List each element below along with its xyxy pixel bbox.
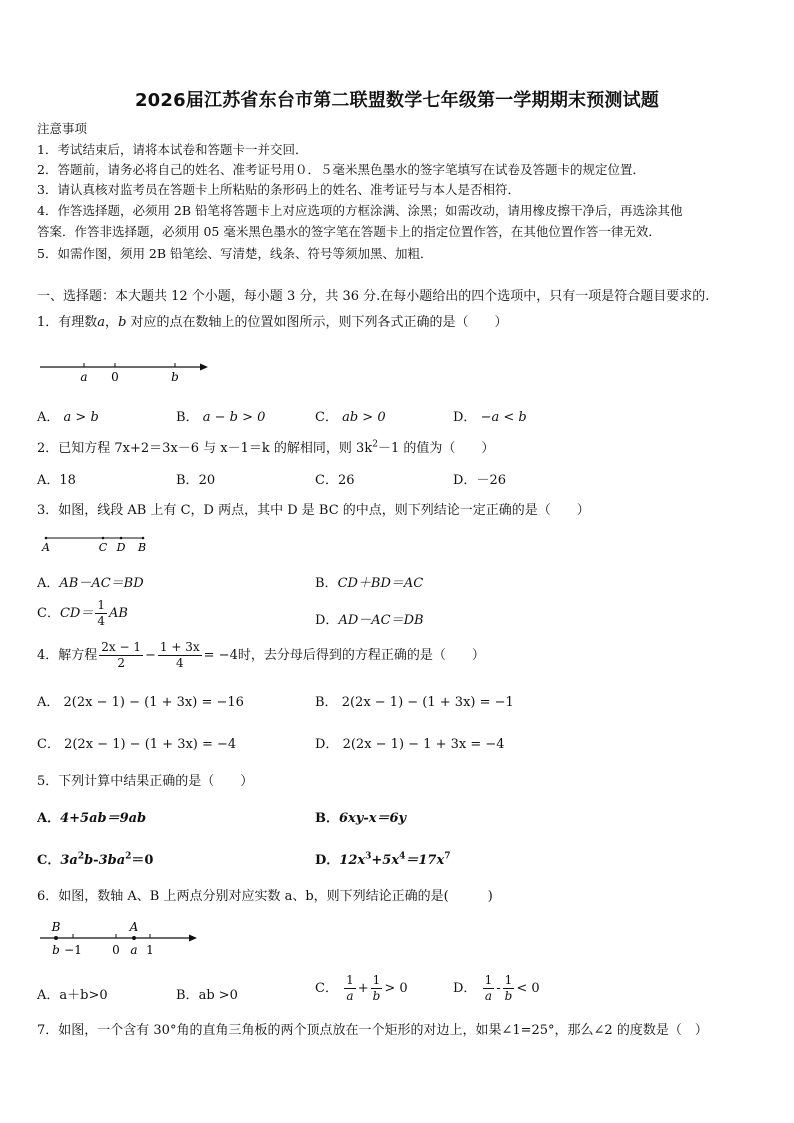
note-item-2: 2．答题前，请务必将自己的姓名、准考证号用０．５毫米黑色墨水的签字笔填写在试卷及答题卡的规定位置． <box>37 162 645 177</box>
q1-option-c-letter: C． <box>315 410 338 425</box>
q6-point-a <box>132 936 136 940</box>
q1-option-d-text: −a < b <box>480 410 527 425</box>
q4-option-c-text: 2(2x − 1) − (1 + 3x) = −4 <box>64 737 237 752</box>
q5-option-c-letter: C． <box>37 853 61 868</box>
q5-option-c-s2: 2 <box>125 851 132 862</box>
q6-option-c-op: + <box>357 981 369 996</box>
q6-option-d-n1: 1 <box>484 973 493 987</box>
q6-option-b <box>176 984 238 1003</box>
q6-option-d-d1: a <box>484 989 492 1003</box>
q3-label-b: B <box>137 541 147 554</box>
q4-option-a-letter: A． <box>37 695 60 710</box>
q3-option-c-den: 4 <box>97 614 105 628</box>
q3-option-d <box>315 609 424 628</box>
q1-option-d-letter: D． <box>453 410 477 425</box>
q3-segment-figure <box>38 534 158 554</box>
question-2-stem <box>37 437 494 456</box>
q2-option-d-text: －26 <box>476 473 506 488</box>
q6-option-c-frac-1 <box>344 973 356 1004</box>
q6-option-d-frac-1 <box>483 973 495 1004</box>
q5-option-b <box>315 807 406 826</box>
note-item-4: 4．作答选择题，必须用 2B 铅笔将答题卡上对应选项的方框涂满、涂黑；如需改动，请用橡皮擦干净后，再选涂其他 <box>37 203 683 218</box>
q2-option-c <box>315 469 355 488</box>
q5-option-c-t1: 3a <box>60 853 78 868</box>
q6-option-c-d1: a <box>346 989 354 1003</box>
q4-frac1-den: 2 <box>117 656 125 670</box>
q3-point-a <box>45 537 48 540</box>
notes-heading: 注意事项 <box>37 121 88 136</box>
q4-option-b <box>315 691 514 710</box>
q3-option-b <box>315 572 423 591</box>
q6-upper-label-b: B <box>51 920 61 934</box>
q1-option-b <box>176 406 265 425</box>
q6-option-c-n1: 1 <box>346 973 354 987</box>
q4-option-d-text: 2(2x − 1) − 1 + 3x = −4 <box>342 737 505 752</box>
q6-upper-label-a: A <box>129 920 139 934</box>
q6-lower-label-a: a <box>130 943 138 957</box>
page-title: 2026届江苏省东台市第二联盟数学七年级第一学期期末预测试题 <box>134 90 660 111</box>
q1-option-d <box>453 406 527 425</box>
q3-option-b-text: CD＋BD＝AC <box>337 576 424 591</box>
q4-fraction-2 <box>158 640 202 671</box>
q6-lower-label-1: 1 <box>146 943 154 957</box>
q5-option-c-s1: 2 <box>77 851 85 862</box>
q6-option-d <box>453 973 540 1004</box>
q4-option-b-text: 2(2x − 1) − (1 + 3x) = −1 <box>341 695 514 710</box>
q6-option-c-letter: C． <box>315 981 338 996</box>
q1-option-b-text: a − b > 0 <box>202 410 266 425</box>
q6-option-d-n2: 1 <box>504 973 513 987</box>
q1-option-a <box>37 406 99 425</box>
q4-option-d-letter: D． <box>315 737 339 752</box>
q3-option-a-letter: A． <box>37 576 60 591</box>
q2-option-c-text: 26 <box>337 473 355 488</box>
q6-point-b <box>54 936 58 940</box>
q4-frac2-den: 4 <box>175 656 184 670</box>
q2-stem-2: －1 的值为（ ） <box>377 441 495 456</box>
q5-option-d-s3: 7 <box>444 851 451 862</box>
question-7-stem: 7．如图，一个含有 30°角的直角三角板的两个顶点放在一个矩形的对边上，如果∠1=25°，那么∠2 的度数是（ ） <box>37 1023 708 1038</box>
q3-point-d <box>120 537 123 540</box>
q3-option-c-fraction <box>95 598 107 629</box>
q5-option-d <box>315 849 450 868</box>
q5-option-d-s1: 3 <box>365 851 372 862</box>
note-item-4-cont: 答案．作答非选择题，必须用 05 毫米黑色墨水的签字笔在答题卡上的指定位置作答，在其他位置作答一律无效． <box>37 224 661 239</box>
q1-option-c <box>315 406 386 425</box>
q2-sup: 2 <box>372 439 378 450</box>
q6-option-d-d2: b <box>504 989 513 1003</box>
q3-option-a <box>37 572 144 591</box>
q4-eq: = −4 <box>203 648 238 663</box>
note-item-5: 5．如需作图，须用 2B 铅笔绘、写清楚，线条、符号等须加黑、加粗． <box>37 246 433 261</box>
q3-point-c <box>102 537 105 540</box>
q1-var-b: b <box>118 315 127 330</box>
q5-option-a <box>37 807 146 826</box>
q6-axis-arrow <box>189 935 197 942</box>
q2-option-b <box>176 469 215 488</box>
q1-number-line <box>38 356 218 384</box>
q1-axis-arrow <box>200 364 208 371</box>
q6-option-c-frac-2 <box>371 973 383 1004</box>
q5-option-c-t2: b-3ba <box>84 853 126 868</box>
q4-option-a <box>37 691 244 710</box>
q3-option-a-text: AB－AC＝BD <box>59 576 144 591</box>
q4-option-d <box>315 733 505 752</box>
q4-stem-post: 时，去分母后得到的方程正确的是（ ） <box>237 648 485 663</box>
note-item-3: 3．请认真核对监考员在答题卡上所粘贴的条形码上的姓名、准考证号与本人是否相符． <box>37 182 520 197</box>
q1-option-a-letter: A． <box>37 410 60 425</box>
q1-label-a: a <box>80 370 88 384</box>
q6-option-a-text: a＋b>0 <box>59 988 108 1003</box>
q2-option-d-letter: D． <box>453 473 477 488</box>
question-1-stem <box>37 311 508 330</box>
q6-option-a-letter: A． <box>37 988 60 1003</box>
q6-lower-label-b: b <box>52 943 60 957</box>
q3-option-c <box>37 598 128 629</box>
q2-option-a-text: 18 <box>59 473 76 488</box>
q2-option-c-letter: C． <box>315 473 338 488</box>
note-item-1: 1．考试结束后，请将本试卷和答题卡一并交回． <box>37 142 308 157</box>
q3-option-c-num: 1 <box>97 598 105 612</box>
q5-option-b-letter: B． <box>315 811 339 826</box>
section-heading: 一、选择题：本大题共 12 个小题，每小题 3 分，共 36 分.在每小题给出的四个选项中，只有一项是符合题目要求的. <box>37 289 710 304</box>
q4-stem-pre: 4．解方程 <box>37 648 98 663</box>
q4-frac2-num: 1 + 3x <box>159 640 200 654</box>
q6-option-d-rel: < 0 <box>516 981 540 996</box>
q1-label-0: 0 <box>111 370 119 384</box>
q6-option-b-text: ab >0 <box>198 988 238 1003</box>
q6-number-line <box>38 918 208 962</box>
q5-option-d-t1: 12x <box>339 853 366 868</box>
q4-fraction-1 <box>99 640 143 671</box>
q1-var-a: a <box>97 315 106 330</box>
q6-option-c <box>315 973 408 1004</box>
q2-option-b-letter: B． <box>176 473 199 488</box>
q6-option-d-letter: D． <box>453 981 477 996</box>
q1-label-b: b <box>171 370 179 384</box>
q1-option-c-text: ab > 0 <box>342 410 386 425</box>
q3-point-b <box>142 537 145 540</box>
q6-lower-label-0: 0 <box>112 943 120 957</box>
q6-lower-label-neg1: −1 <box>64 943 82 957</box>
q2-stem-1: 2．已知方程 7x+2＝3x－6 与 x－1＝k 的解相同，则 3k <box>37 441 373 456</box>
question-3-stem: 3．如图，线段 AB 上有 C，D 两点，其中 D 是 BC 的中点，则下列结论一定正确的是（ ） <box>37 503 590 518</box>
q5-option-d-t2: +5x <box>371 853 400 868</box>
q4-option-a-text: 2(2x − 1) − (1 + 3x) = −16 <box>63 695 244 710</box>
q4-option-c <box>37 733 236 752</box>
q6-option-c-n2: 1 <box>372 973 381 987</box>
q5-option-d-t3: ＝17x <box>405 853 445 868</box>
q5-option-b-text: 6xy-x＝6y <box>339 811 407 826</box>
q1-sep: ， <box>105 315 119 330</box>
q5-option-c <box>37 849 153 868</box>
q5-option-c-t3: ＝0 <box>131 853 154 868</box>
q5-option-a-text: 4+5ab＝9ab <box>60 811 147 826</box>
q6-option-d-op: - <box>496 981 501 996</box>
question-4-stem <box>37 640 485 671</box>
q3-label-d: D <box>116 541 126 554</box>
q6-option-c-d2: b <box>372 989 381 1003</box>
q2-option-d <box>453 469 506 488</box>
q4-option-b-letter: B． <box>315 695 338 710</box>
q5-option-a-letter: A． <box>37 811 61 826</box>
q6-option-d-frac-2 <box>503 973 515 1004</box>
q1-pre: 1．有理数 <box>37 315 98 330</box>
q3-option-c-letter: C． <box>37 606 60 621</box>
q4-minus: − <box>145 648 156 663</box>
question-5-stem: 5．下列计算中结果正确的是（ ） <box>37 774 254 789</box>
q2-option-b-text: 20 <box>198 473 216 488</box>
q2-option-a-letter: A． <box>37 473 60 488</box>
q3-option-b-letter: B． <box>315 576 338 591</box>
question-6-stem: 6．如图，数轴 A、B 上两点分别对应实数 a、b，则下列结论正确的是( ) <box>37 889 493 904</box>
q3-option-d-letter: D． <box>315 613 339 628</box>
q3-label-c: C <box>98 541 108 554</box>
q1-post: 对应的点在数轴上的位置如图所示，则下列各式正确的是（ ） <box>126 315 508 330</box>
q5-option-d-letter: D． <box>315 853 340 868</box>
q6-option-a <box>37 984 108 1003</box>
q3-option-c-text-pre: CD＝ <box>59 606 94 621</box>
q5-option-d-s2: 4 <box>399 851 406 862</box>
q4-option-c-letter: C． <box>37 737 60 752</box>
q1-option-b-letter: B． <box>176 410 199 425</box>
q4-frac1-num: 2x − 1 <box>101 640 142 654</box>
q6-option-b-letter: B． <box>176 988 199 1003</box>
q3-option-c-text-post: AB <box>108 606 128 621</box>
q2-option-a <box>37 469 76 488</box>
q6-option-c-rel: > 0 <box>384 981 408 996</box>
q3-option-d-text: AD－AC＝DB <box>338 613 424 628</box>
q3-label-a: A <box>42 541 50 554</box>
q1-option-a-text: a > b <box>63 410 99 425</box>
